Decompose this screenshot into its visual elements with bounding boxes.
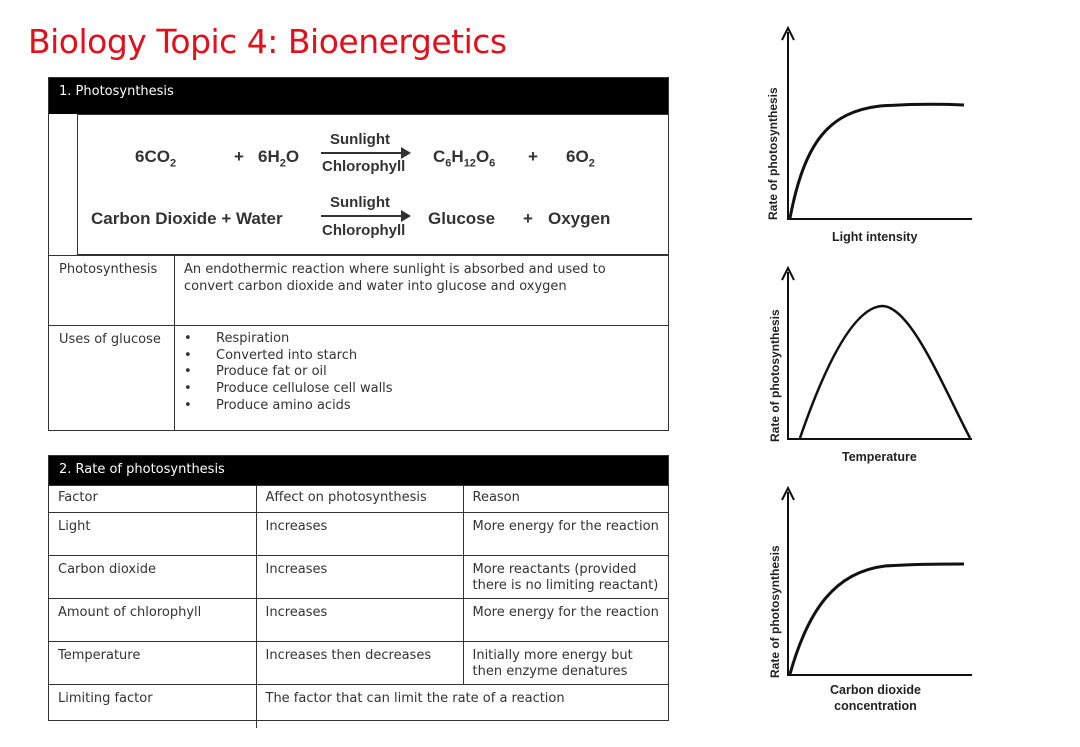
reaction-arrow [321, 215, 409, 217]
arrow-label-sunlight: Sunlight [330, 194, 390, 211]
graph-axes-curve [760, 20, 1070, 250]
section-header: 2. Rate of photosynthesis [49, 456, 668, 485]
plus-sign: + [528, 147, 538, 166]
y-axis-label: Rate of photosynthesis [768, 309, 782, 442]
graph-axes-curve [760, 480, 1070, 680]
uses-row [49, 325, 668, 431]
arrow-label-chlorophyll: Chlorophyll [322, 158, 406, 175]
product-glucose-formula: $C_6H_{12}O_6$ [433, 147, 496, 170]
list-item: • Produce cellulose cell walls [184, 381, 393, 398]
x-axis-label: Light intensity [832, 230, 918, 244]
word-reactants: Carbon Dioxide + Water [91, 209, 283, 228]
reactant-co2: $6CO_2$ [135, 147, 177, 170]
list-item: • Produce amino acids [184, 398, 393, 415]
page-title: Biology Topic 4: Bioenergetics [28, 22, 507, 61]
uses-list [184, 331, 393, 415]
reaction-arrow [321, 152, 409, 154]
table-row: Light Increases More energy for the reaction [49, 513, 668, 556]
photosynthesis-section [48, 77, 669, 431]
reactant-water: $6H_2O$ [258, 147, 300, 170]
graph-temperature [760, 260, 1070, 470]
table-row: Carbon dioxide Increases More reactants (provided there is no limiting reactant) [49, 556, 668, 599]
word-product-oxygen: Oxygen [548, 209, 611, 228]
equation-box [77, 114, 668, 255]
plus-sign: + [523, 209, 533, 228]
definition-text: An endothermic reaction where sunlight is absorbed and used to convert carbon dioxide and water into glucose and oxygen [184, 262, 606, 294]
x-axis-label: Temperature [842, 450, 917, 464]
definition-label: Photosynthesis [59, 262, 158, 277]
graph-co2-concentration [760, 480, 1070, 730]
y-axis-label: Rate of photosynthesis [768, 545, 782, 678]
list-item: • Respiration [184, 331, 393, 348]
column-header: Reason [463, 486, 668, 513]
list-item: • Produce fat or oil [184, 364, 393, 381]
list-item: • Converted into starch [184, 348, 393, 365]
word-product-glucose: Glucose [428, 209, 496, 228]
product-oxygen-formula: $6O_2$ [566, 147, 595, 170]
rate-section [48, 455, 669, 721]
x-axis-label: Carbon dioxide concentration [830, 683, 921, 713]
column-header: Factor [49, 486, 256, 513]
graph-light-intensity [760, 20, 1070, 250]
table-row: Limiting factor The factor that can limit the rate of a reaction [49, 685, 668, 728]
definition-row [49, 255, 668, 325]
y-axis-label: Rate of photosynthesis [766, 87, 780, 220]
table-row: Temperature Increases then decreases Initially more energy but then enzyme denatures [49, 642, 668, 685]
uses-label: Uses of glucose [59, 332, 161, 347]
plus-sign: + [234, 147, 244, 166]
table-row: Amount of chlorophyll Increases More energy for the reaction [49, 599, 668, 642]
column-header: Affect on photosynthesis [256, 486, 463, 513]
graph-axes-curve [760, 260, 1070, 470]
section-header: 1. Photosynthesis [49, 78, 668, 114]
arrow-label-sunlight: Sunlight [330, 131, 390, 148]
arrow-label-chlorophyll: Chlorophyll [322, 222, 406, 239]
table-header-row [49, 486, 668, 513]
rate-table [49, 485, 668, 728]
